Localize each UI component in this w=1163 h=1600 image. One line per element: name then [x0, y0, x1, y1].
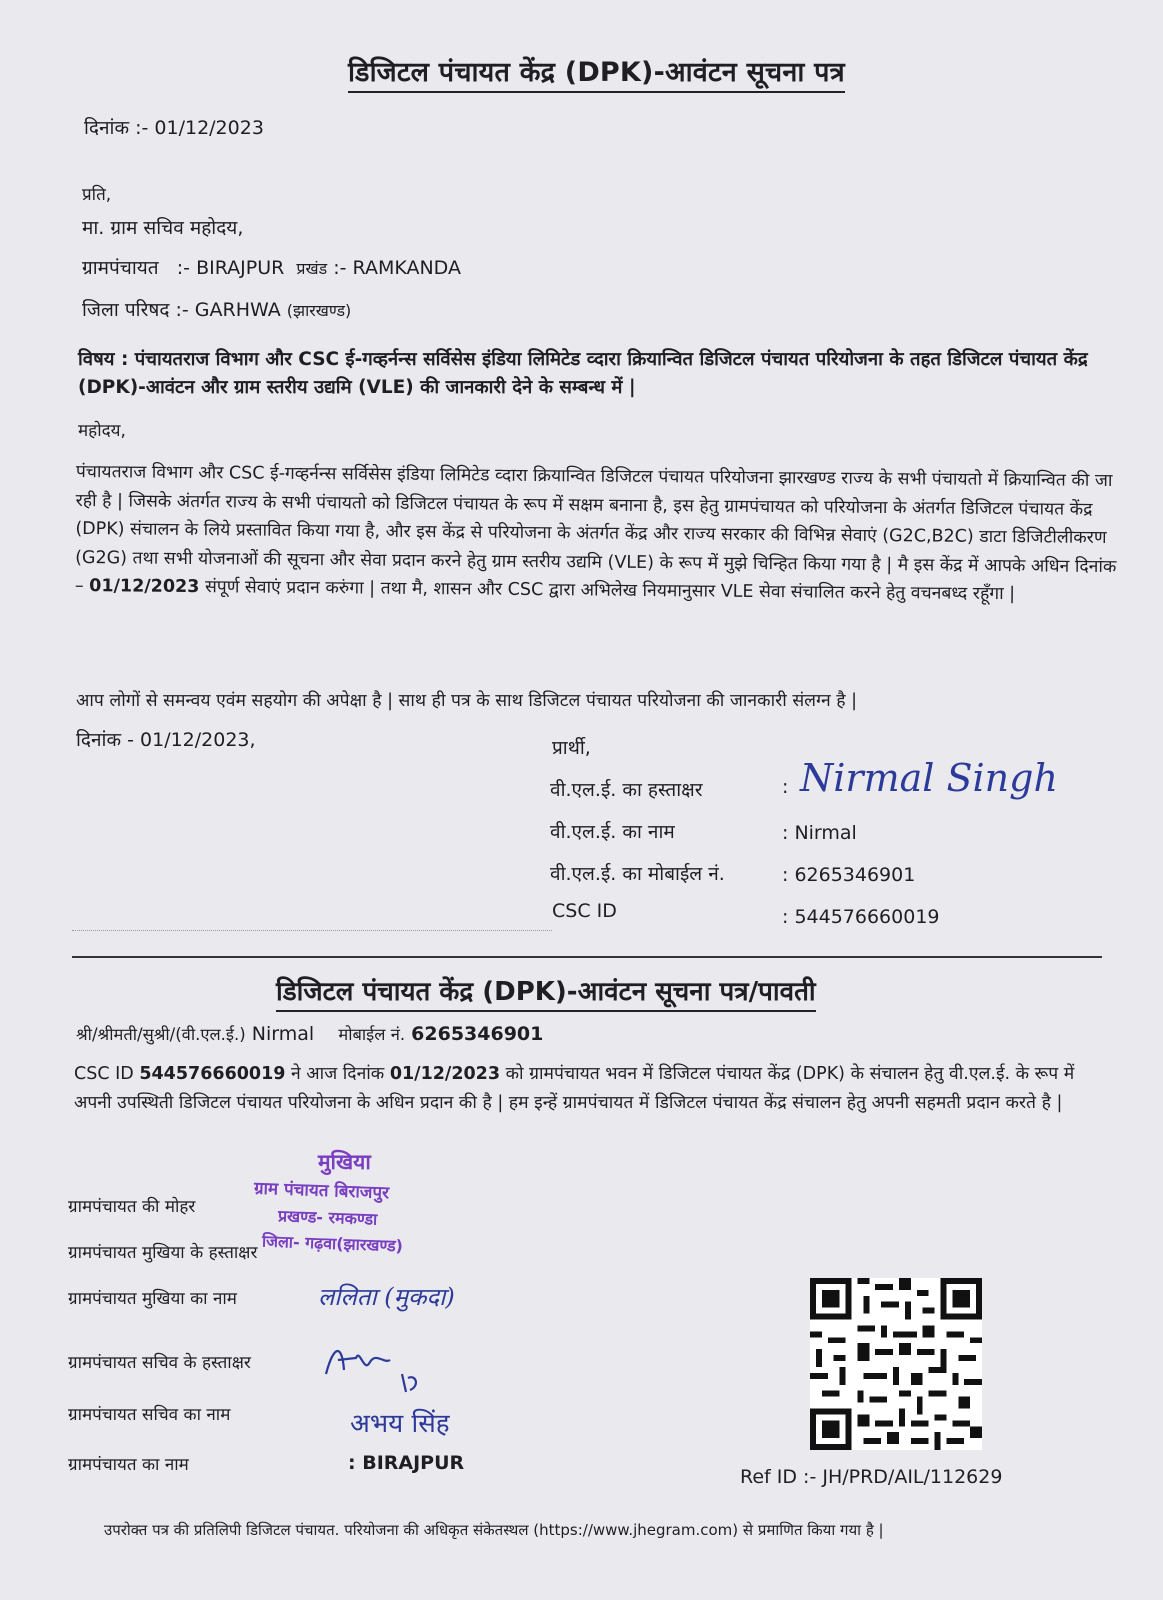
body-text-1: पंचायतराज विभाग और CSC ई-गव्हर्नन्स सर्विसेस इंडिया लिमिटेड व्दारा क्रियान्वित डिजिटल पंचायत परियोजना झारखण्ड राज्य के सभी पंचायतो में क्रियान्वित की जा रही है | जिसके अंतर्गत राज्य के सभी पंचायतो को डिजिटल पंचायत के रूप में सक्षम बनाना है, इस हेतु ग्रामपंचायत को परियोजना के अंतर्गत डिजिटल पंचायत केंद्र (DPK) संचालन के लिये प्रस्तावित किया गया है, और इस केंद्र से परियोजना के अंतर्गत केंद्र और राज्य सरकार की विभिन्न सेवाएं (G2C,B2C) डाटा डिजिटीलीकरण (G2G) तथा सभी योजनाओं की सूचना और सेवा प्रदान करने हेतु ग्राम स्तरीय उद्यमि (VLE) के रूप में मुझे चिन्हित किया गया है | मै इस केंद्र में आपके अधिन दिनांक – [74, 461, 1117, 597]
body-date: 01/12/2023 [89, 576, 200, 598]
gp-value: :- BIRAJPUR [176, 257, 285, 279]
district-row [82, 296, 351, 322]
vle-name-value: : Nirmal [782, 822, 857, 844]
gp-name-value: : BIRAJPUR [348, 1452, 465, 1474]
csc-id-value: : 544576660019 [782, 906, 940, 928]
sign-date-value: 01/12/2023, [140, 729, 256, 751]
gp-label: ग्रामपंचायत [82, 257, 159, 279]
ref-id: Ref ID :- JH/PRD/AIL/112629 [740, 1466, 1003, 1488]
body-text-2: संपूर्ण सेवाएं प्रदान करुंगा | तथा मै, शासन और CSC द्वारा अभिलेख नियमानुसार VLE सेवा संचालित करने हेतु वचनबध्द रहूँगा | [204, 577, 1016, 605]
mukhiya-name-label: ग्रामपंचायत मुखिया का नाम [68, 1289, 237, 1309]
receipt-csc: 544576660019 [139, 1064, 286, 1084]
stamp-line-4: जिला- गढ़वा(झारखण्ड) [261, 1231, 404, 1256]
qr-code-icon [810, 1278, 982, 1450]
recipient: मा. ग्राम सचिव महोदय, [82, 217, 244, 239]
receipt-paragraph [74, 1060, 1114, 1118]
receipt-text-a: ने आज दिनांक [291, 1064, 385, 1084]
salutation: महोदय, [78, 421, 126, 441]
letter-date: दिनांक :- 01/12/2023 [84, 117, 264, 139]
body-paragraph-2: आप लोगों से समन्वय एवंम सहयोग की अपेक्षा है | साथ ही पत्र के साथ डिजिटल पंचायत परियोजना की जानकारी संलग्न है | [76, 691, 857, 711]
sachiv-name-handwritten: अभय सिंह [350, 1409, 450, 1439]
csc-id-label: CSC ID [552, 900, 617, 922]
letter-title: डिजिटल पंचायत केंद्र (DPK)-आवंटन सूचना पत्र [348, 52, 845, 93]
sign-date [76, 726, 256, 752]
gp-name-label: ग्रामपंचायत का नाम [68, 1455, 189, 1475]
subject: विषय : पंचायतराज विभाग और CSC ई-गव्हर्नन्स सर्विसेस इंडिया लिमिटेड व्दारा क्रियान्वित डिजिटल पंचायत परियोजना के तहत डिजिटल पंचायत केंद्र (DPK)-आवंटन और ग्राम स्तरीय उद्यमि (VLE) की जानकारी देने के सम्बन्ध में | [78, 349, 1088, 398]
vle-mobile-value: : 6265346901 [782, 864, 916, 886]
block-label: प्रखंड [296, 259, 328, 278]
sachiv-signature [320, 1334, 440, 1398]
vle-name-label: वी.एल.ई. का नाम [550, 821, 675, 843]
dotted-divider [72, 930, 552, 931]
receipt-title: डिजिटल पंचायत केंद्र (DPK)-आवंटन सूचना पत्र/पावती [276, 972, 816, 1012]
seal-label: ग्रामपंचायत की मोहर [68, 1197, 196, 1217]
stamp-line-3: प्रखण्ड- रमकण्डा [277, 1206, 378, 1229]
block-value: :- RAMKANDA [333, 257, 461, 279]
receipt-date: 01/12/2023 [389, 1064, 501, 1084]
receipt-csc-prefix: CSC ID [74, 1064, 134, 1084]
to-line: प्रति, [82, 185, 112, 205]
vle-signature-colon: : [782, 776, 789, 798]
applicant-heading: प्रार्थी, [552, 737, 591, 759]
mukhiya-name-handwritten: ललिता (मुकदा) [318, 1283, 455, 1311]
gp-row [82, 254, 461, 280]
section-divider [72, 956, 1102, 958]
state: (झारखण्ड) [286, 301, 352, 320]
stamp-line-1: मुखिया [318, 1150, 371, 1174]
body-paragraph [75, 458, 1126, 610]
sachiv-name-label: ग्रामपंचायत सचिव का नाम [68, 1405, 231, 1425]
receipt-mobile-prefix: मोबाईल नं. [338, 1025, 406, 1044]
footer-note: उपरोक्त पत्र की प्रतिलिपी डिजिटल पंचायत. परियोजना की अधिकृत संकेतस्थल (https://www.jhegram.com) से प्रमाणित किया गया है | [104, 1521, 884, 1539]
receipt-mobile: 6265346901 [411, 1023, 544, 1045]
district-label: जिला परिषद [82, 299, 170, 321]
mukhiya-signature-label: ग्रामपंचायत मुखिया के हस्ताक्षर [68, 1243, 258, 1263]
receipt-text-b: को ग्रामपंचायत भवन में डिजिटल पंचायत केंद्र (DPK) के संचालन हेतु वी.एल.ई. के रूप में अपनी उपस्थिती डिजिटल पंचायत परियोजना के अधिन प्रदान की है | हम इन्हें ग्रामपंचायत में डिजिटल पंचायत केंद्र संचालन हेतु अपनी सहमती प्रदान करते है | [74, 1064, 1075, 1113]
vle-signature-label: वी.एल.ई. का हस्ताक्षर [550, 779, 703, 801]
vle-signature: Nirmal Singh [800, 756, 1058, 800]
receipt-vle-line [76, 1022, 543, 1045]
stamp-line-2: ग्राम पंचायत बिराजपुर [253, 1178, 390, 1204]
vle-mobile-label: वी.एल.ई. का मोबाईल नं. [550, 863, 725, 885]
receipt-vle-name: Nirmal [251, 1023, 315, 1045]
sachiv-signature-label: ग्रामपंचायत सचिव के हस्ताक्षर [68, 1353, 251, 1373]
sign-date-label: दिनांक - [76, 729, 134, 751]
district-value: :- GARHWA [175, 299, 281, 321]
vle-prefix: श्री/श्रीमती/सुश्री/(वी.एल.ई.) [76, 1025, 246, 1044]
